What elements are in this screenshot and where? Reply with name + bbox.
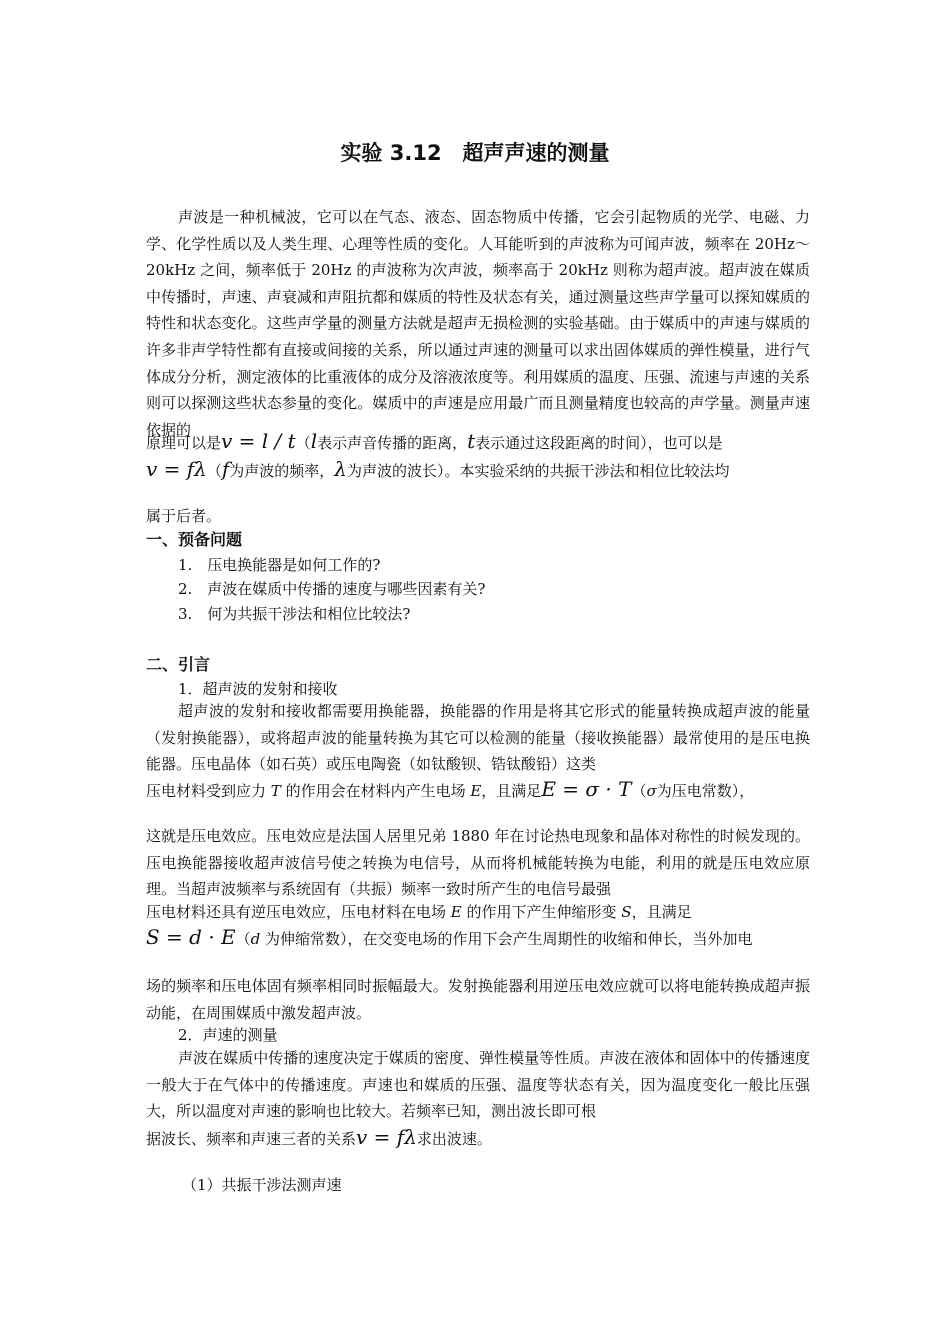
symbol-sigma: σ xyxy=(646,782,657,800)
formula-E-sigma-T: E = σ · T xyxy=(541,777,632,801)
paragraph: 这就是压电效应。压电效应是法国人居里兄弟 1880 年在讨论热电现象和晶体对称性的时候发现的。压电换能器接收超声波信号使之转换为电信号，从而将机械能转换为电能，利用的就是压电效应原理。当超声波频率与系统固有（共振）频率一致时所产生的电信号最强 xyxy=(146,827,810,899)
symbol-lambda: λ xyxy=(334,457,347,481)
symbol-E: E xyxy=(450,903,462,921)
page-title: 实验 3.12 超声声速的测量 xyxy=(340,141,610,165)
paragraph: 声波在媒质中传播的速度决定于媒质的密度、弹性模量等性质。声波在液体和固体中的传播速度一般大于在气体中的传播速度。声速也和媒质的压强、温度等状态有关，因为温度变化一般比压强大，所以温度对声速的影响也比较大。若频率已知，测出波长即可根 xyxy=(146,1049,810,1121)
paragraph: 场的频率和压电体固有频率相同时振幅最大。发射换能器利用逆压电效应就可以将电能转换成超声振动能，在周围媒质中激发超声波。 xyxy=(146,977,810,1022)
text-span: ，且满足 xyxy=(481,782,542,800)
formula-v-l-t: v = l / t xyxy=(221,429,296,453)
text-span: 为伸缩常数），在交变电场的作用下会产生周期性的收缩和伸长，当外加电 xyxy=(260,930,753,948)
subsection-title: 2．声速的测量 xyxy=(178,1026,278,1044)
symbol-S: S xyxy=(621,903,632,921)
text-span: 原理可以是 xyxy=(146,434,222,452)
inverse-piezo-formula-line xyxy=(146,922,810,954)
subsection-title: （1）共振干涉法测声速 xyxy=(182,1176,342,1194)
section-heading-prep: 一、预备问题 xyxy=(146,530,243,549)
text-span: 据波长、频率和声速三者的关系 xyxy=(146,1130,357,1148)
question-item: 2. 声波在媒质中传播的速度与哪些因素有关? xyxy=(178,580,486,598)
piezo-formula-line xyxy=(146,774,810,806)
symbol-l: l xyxy=(310,429,318,453)
symbol-t: t xyxy=(467,429,476,453)
symbol-f: f xyxy=(221,457,230,481)
text-span: 压电材料受到应力 xyxy=(146,782,271,800)
formula-v-f-lambda: v = fλ xyxy=(356,1125,417,1149)
text-span: 求出波速。 xyxy=(416,1130,492,1148)
intro-last-line: 属于后者。 xyxy=(146,507,222,525)
text-span: 的作用下产生伸缩形变 xyxy=(461,903,622,921)
text-span: 为声波的频率， xyxy=(229,462,335,480)
symbol-E: E xyxy=(470,782,482,800)
text-span: 为声波的波长）。本实验采纳的共振干涉法和相位比较法均 xyxy=(346,462,730,480)
section-heading-intro: 二、引言 xyxy=(146,655,211,674)
text-span: （ xyxy=(235,930,251,948)
text-span: 为压电常数）， xyxy=(656,782,755,800)
text-span: 表示声音传播的距离， xyxy=(317,434,468,452)
intro-formula-line-2 xyxy=(146,454,810,486)
formula-S-d-E: S = d · E xyxy=(146,925,236,949)
question-item: 3. 何为共振干涉法和相位比较法? xyxy=(178,605,411,623)
text-span: ，且满足 xyxy=(631,903,692,921)
text-span: 的作用会在材料内产生电场 xyxy=(280,782,471,800)
paragraph: 超声波的发射和接收都需要用换能器，换能器的作用是将其它形式的能量转换成超声波的能量（发射换能器），或将超声波的能量转换为其它可以检测的能量（接收换能器）最常使用的是压电换能器。压电晶体（如石英）或压电陶瓷（如钛酸钡、锆钛酸铅）这类 xyxy=(146,702,810,774)
question-item: 1. 压电换能器是如何工作的? xyxy=(178,556,381,574)
formula-v-f-lambda: v = fλ xyxy=(146,457,207,481)
text-span: 压电材料还具有逆压电效应，压电材料在电场 xyxy=(146,903,451,921)
wave-relation-line xyxy=(146,1122,810,1154)
text-span: （ xyxy=(631,782,647,800)
subsection-title: 1．超声波的发射和接收 xyxy=(178,680,338,698)
symbol-T: T xyxy=(270,782,281,800)
text-span: （ xyxy=(295,434,311,452)
text-span: （ xyxy=(206,462,222,480)
symbol-d: d xyxy=(250,930,261,948)
intro-paragraph: 声波是一种机械波，它可以在气态、液态、固态物质中传播，它会引起物质的光学、电磁、力学、化学性质以及人类生理、心理等性质的变化。人耳能听到的声波称为可闻声波，频率在 20Hz～20kHz 之间，频率低于 20Hz 的声波称为次声波，频率高于 20kHz 则称为超声波。超声波在媒质中传播时，声速、声衰减和声阻抗都和媒质的特性及状态有关，通过测量这些声学量可以探知媒质的特性和状态变化。这些声学量的测量方法就是超声无损检测的实验基础。由于媒质中的声速与媒质的许多非声学特性都有直接或间接的关系，所以通过声速的测量可以求出固体媒质的弹性模量，进行气体成分分析，测定液体的比重液体的成分及溶液浓度等。利用媒质的温度、压强、流速与声速的关系则可以探测这些状态参量的变化。媒质中的声速是应用最广而且测量精度也较高的声学量。测量声速依据的 xyxy=(146,208,810,439)
text-span: 表示通过这段距离的时间），也可以是 xyxy=(475,434,723,452)
